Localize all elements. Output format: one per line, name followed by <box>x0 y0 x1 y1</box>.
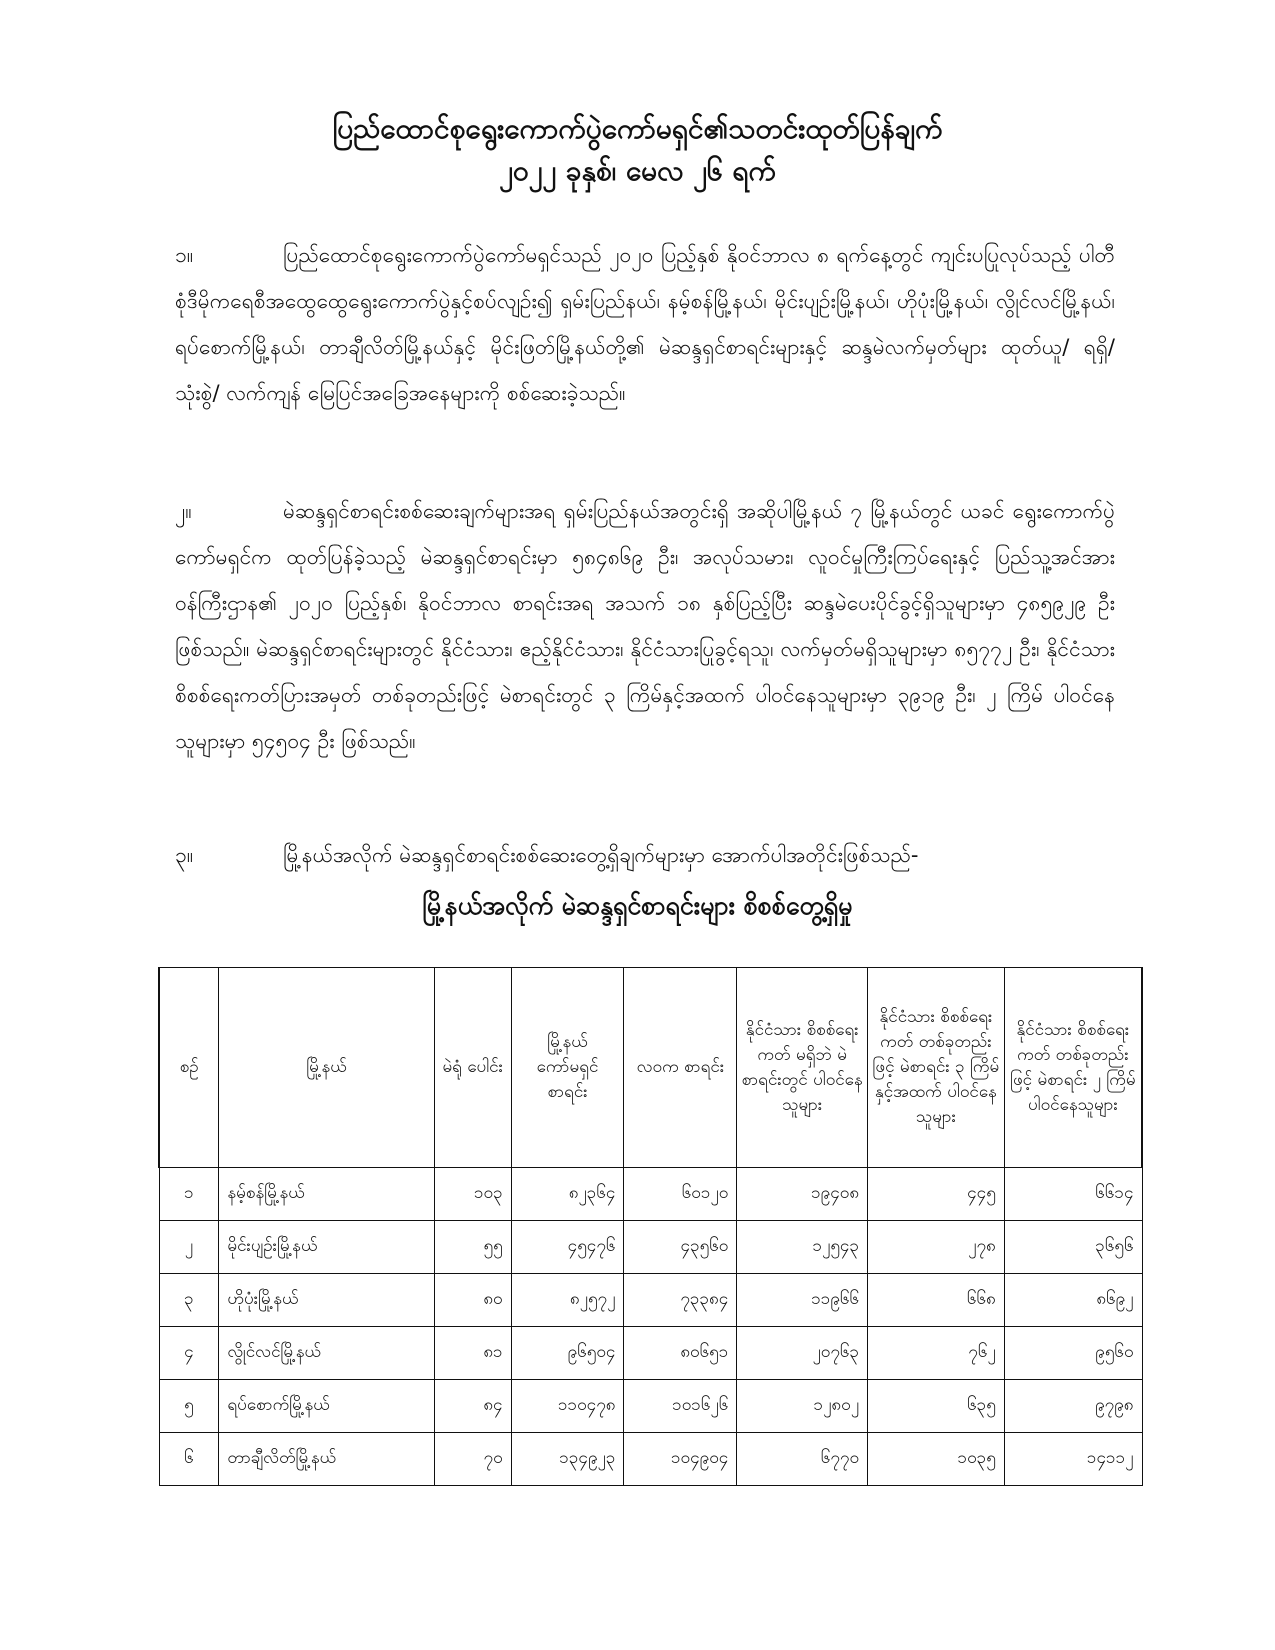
header-township: မြို့နယ် <box>219 968 434 1168</box>
cell-township: တာချီလိတ်မြို့နယ် <box>219 1433 434 1486</box>
page-date: ၂၀၂၂ ခုနှစ်၊ မေလ ၂၆ ရက် <box>499 154 776 187</box>
table-row <box>159 1221 1142 1274</box>
cell-commission-list: ၈၂၅၇၂ <box>511 1274 624 1327</box>
table-caption: မြို့နယ်အလိုက် မဲဆန္ဒရှင်စာရင်းများ စိစစ်တွေ့ရှိမှု <box>422 891 853 920</box>
cell-polling-stations: ၇၀ <box>434 1433 511 1486</box>
cell-three-plus-times: ၇၆၂ <box>868 1327 1005 1380</box>
cell-commission-list: ၁၁၀၄၇၈ <box>511 1380 624 1433</box>
header-polling-stations: မဲရုံ ပေါင်း <box>434 968 511 1168</box>
cell-serial: ၄ <box>159 1327 219 1380</box>
cell-serial: ၁ <box>159 1168 219 1221</box>
cell-commission-list: ၈၂၃၆၄ <box>511 1168 624 1221</box>
cell-without-id: ၁၉၄၀၈ <box>737 1168 868 1221</box>
table-header-row <box>159 968 1142 1168</box>
cell-three-plus-times: ၂၇၈ <box>868 1221 1005 1274</box>
header-serial: စဉ် <box>159 968 219 1168</box>
cell-polling-stations: ၈၄ <box>434 1380 511 1433</box>
header-immigration-list: လဝက စာရင်း <box>624 968 737 1168</box>
cell-polling-stations: ၁၀၃ <box>434 1168 511 1221</box>
township-voter-table <box>158 967 1143 1486</box>
cell-immigration-list: ၄၃၅၆၀ <box>624 1221 737 1274</box>
cell-without-id: ၁၁၉၆၆ <box>737 1274 868 1327</box>
cell-serial: ၂ <box>159 1221 219 1274</box>
paragraph-number: ၁။ <box>175 243 194 267</box>
cell-without-id: ၂၀၇၆၃ <box>737 1327 868 1380</box>
cell-serial: ၃ <box>159 1274 219 1327</box>
cell-township: လွိုင်လင်မြို့နယ် <box>219 1327 434 1380</box>
header-without-id: နိုင်ငံသား စိစစ်ရေးကတ် မရှိဘဲ မဲစာရင်းတွင် ပါဝင်နေသူများ <box>737 968 868 1168</box>
cell-two-times: ၁၄၁၁၂ <box>1004 1433 1142 1486</box>
table-row <box>159 1274 1142 1327</box>
cell-without-id: ၆၇၇၀ <box>737 1433 868 1486</box>
cell-township: ဟိုပုံးမြို့နယ် <box>219 1274 434 1327</box>
paragraph-number: ၂။ <box>175 499 192 523</box>
cell-immigration-list: ၁၀၄၉၀၄ <box>624 1433 737 1486</box>
cell-two-times: ၈၆၉၂ <box>1004 1274 1142 1327</box>
cell-commission-list: ၁၃၄၉၂၃ <box>511 1433 624 1486</box>
table-row <box>159 1433 1142 1486</box>
page-title: ပြည်ထောင်စုရွေးကောက်ပွဲကော်မရှင်၏သတင်းထုတ်ပြန်ချက် <box>332 112 943 145</box>
cell-township: ရပ်စောက်မြို့နယ် <box>219 1380 434 1433</box>
header-commission-list: မြို့နယ် ကော်မရှင် စာရင်း <box>511 968 624 1168</box>
cell-serial: ၅ <box>159 1380 219 1433</box>
cell-two-times: ၉၅၆၀ <box>1004 1327 1142 1380</box>
paragraph-text: မြို့နယ်အလိုက် မဲဆန္ဒရှင်စာရင်းစစ်ဆေးတွေ့ရှိချက်များမှာ အောက်ပါအတိုင်းဖြစ်သည်- <box>283 843 919 867</box>
cell-immigration-list: ၆၀၁၂၀ <box>624 1168 737 1221</box>
table-row <box>159 1168 1142 1221</box>
header-two-times: နိုင်ငံသား စိစစ်ရေးကတ် တစ်ခုတည်းဖြင့် မဲစာရင်း ၂ ကြိမ် ပါဝင်နေသူများ <box>1004 968 1142 1168</box>
cell-polling-stations: ၈၁ <box>434 1327 511 1380</box>
cell-three-plus-times: ၆၃၅ <box>868 1380 1005 1433</box>
cell-township: နမ့်စန်မြို့နယ် <box>219 1168 434 1221</box>
cell-two-times: ၉၇၉၈ <box>1004 1380 1142 1433</box>
paragraph-3 <box>175 832 1115 878</box>
cell-polling-stations: ၈၀ <box>434 1274 511 1327</box>
cell-immigration-list: ၈၀၆၅၁ <box>624 1327 737 1380</box>
cell-commission-list: ၉၆၅၀၄ <box>511 1327 624 1380</box>
cell-three-plus-times: ၁၀၃၅ <box>868 1433 1005 1486</box>
cell-without-id: ၁၂၈၀၂ <box>737 1380 868 1433</box>
cell-two-times: ၃၆၅၆ <box>1004 1221 1142 1274</box>
cell-serial: ၆ <box>159 1433 219 1486</box>
cell-without-id: ၁၂၅၄၃ <box>737 1221 868 1274</box>
cell-polling-stations: ၅၅ <box>434 1221 511 1274</box>
header-three-plus-times: နိုင်ငံသား စိစစ်ရေးကတ် တစ်ခုတည်းဖြင့် မဲစာရင်း ၃ ကြိမ် နှင့်အထက် ပါဝင်နေသူများ <box>868 968 1005 1168</box>
paragraph-text: ပြည်ထောင်စုရွေးကောက်ပွဲကော်မရှင်သည် ၂၀၂၀ ပြည့်နှစ် နိုဝင်ဘာလ ၈ ရက်နေ့တွင် ကျင်းပပြုလုပ်သည့် ပါတီစုံဒီမိုကရေစီအထွေထွေရွေးကောက်ပွဲနှင့်စပ်လျဉ်း၍ ရှမ်းပြည်နယ်၊ နမ့်စန်မြို့နယ်၊ မိုင်းပျဉ်းမြို့နယ်၊ ဟိုပုံးမြို့နယ်၊ လွိုင်လင်မြို့နယ်၊ ရပ်စောက်မြို့နယ်၊ တာချီလိတ်မြို့နယ်နှင့် မိုင်းဖြတ်မြို့နယ်တို့၏ မဲဆန္ဒရှင်စာရင်းများနှင့် ဆန္ဒမဲလက်မှတ်များ ထုတ်ယူ/ ရရှိ/ သုံးစွဲ/ လက်ကျန် မြေပြင်အခြေအနေများကို စစ်ဆေးခဲ့သည်။ <box>175 243 1115 405</box>
cell-two-times: ၆၆၁၄ <box>1004 1168 1142 1221</box>
table-row <box>159 1327 1142 1380</box>
cell-township: မိုင်းပျဉ်းမြို့နယ် <box>219 1221 434 1274</box>
paragraph-2 <box>175 488 1115 764</box>
cell-three-plus-times: ၆၆၈ <box>868 1274 1005 1327</box>
cell-immigration-list: ၇၃၃၈၄ <box>624 1274 737 1327</box>
paragraph-number: ၃။ <box>175 843 194 867</box>
cell-three-plus-times: ၄၄၅ <box>868 1168 1005 1221</box>
table-row <box>159 1380 1142 1433</box>
cell-commission-list: ၄၅၄၇၆ <box>511 1221 624 1274</box>
cell-immigration-list: ၁၀၁၆၂၆ <box>624 1380 737 1433</box>
paragraph-1 <box>175 232 1115 416</box>
paragraph-text: မဲဆန္ဒရှင်စာရင်းစစ်ဆေးချက်များအရ ရှမ်းပြည်နယ်အတွင်းရှိ အဆိုပါမြို့နယ် ၇ မြို့နယ်တွင် ယခင် ရွေးကောက်ပွဲကော်မရှင်က ထုတ်ပြန်ခဲ့သည့် မဲဆန္ဒရှင်စာရင်းမှာ ၅၈၄၈၆၉ ဦး၊ အလုပ်သမား၊ လူဝင်မှုကြီးကြပ်ရေးနှင့် ပြည်သူ့အင်အားဝန်ကြီးဌာန၏ ၂၀၂၀ ပြည့်နှစ်၊ နိုဝင်ဘာလ စာရင်းအရ အသက် ၁၈ နှစ်ပြည့်ပြီး ဆန္ဒမဲပေးပိုင်ခွင့်ရှိသူများမှာ ၄၈၅၉၂၉ ဦး ဖြစ်သည်။ မဲဆန္ဒရှင်စာရင်းများတွင် နိုင်ငံသား၊ ဧည့်နိုင်ငံသား၊ နိုင်ငံသားပြုခွင့်ရသူ၊ လက်မှတ်မရှိသူများမှာ ၈၅၇၇၂ ဦး၊ နိုင်ငံသား စိစစ်ရေးကတ်ပြားအမှတ် တစ်ခုတည်းဖြင့် မဲစာရင်းတွင် ၃ ကြိမ်နှင့်အထက် ပါဝင်နေသူများမှာ ၃၉၁၉ ဦး၊ ၂ ကြိမ် ပါဝင်နေသူများမှာ ၅၄၅၀၄ ဦး ဖြစ်သည်။ <box>175 499 1115 753</box>
